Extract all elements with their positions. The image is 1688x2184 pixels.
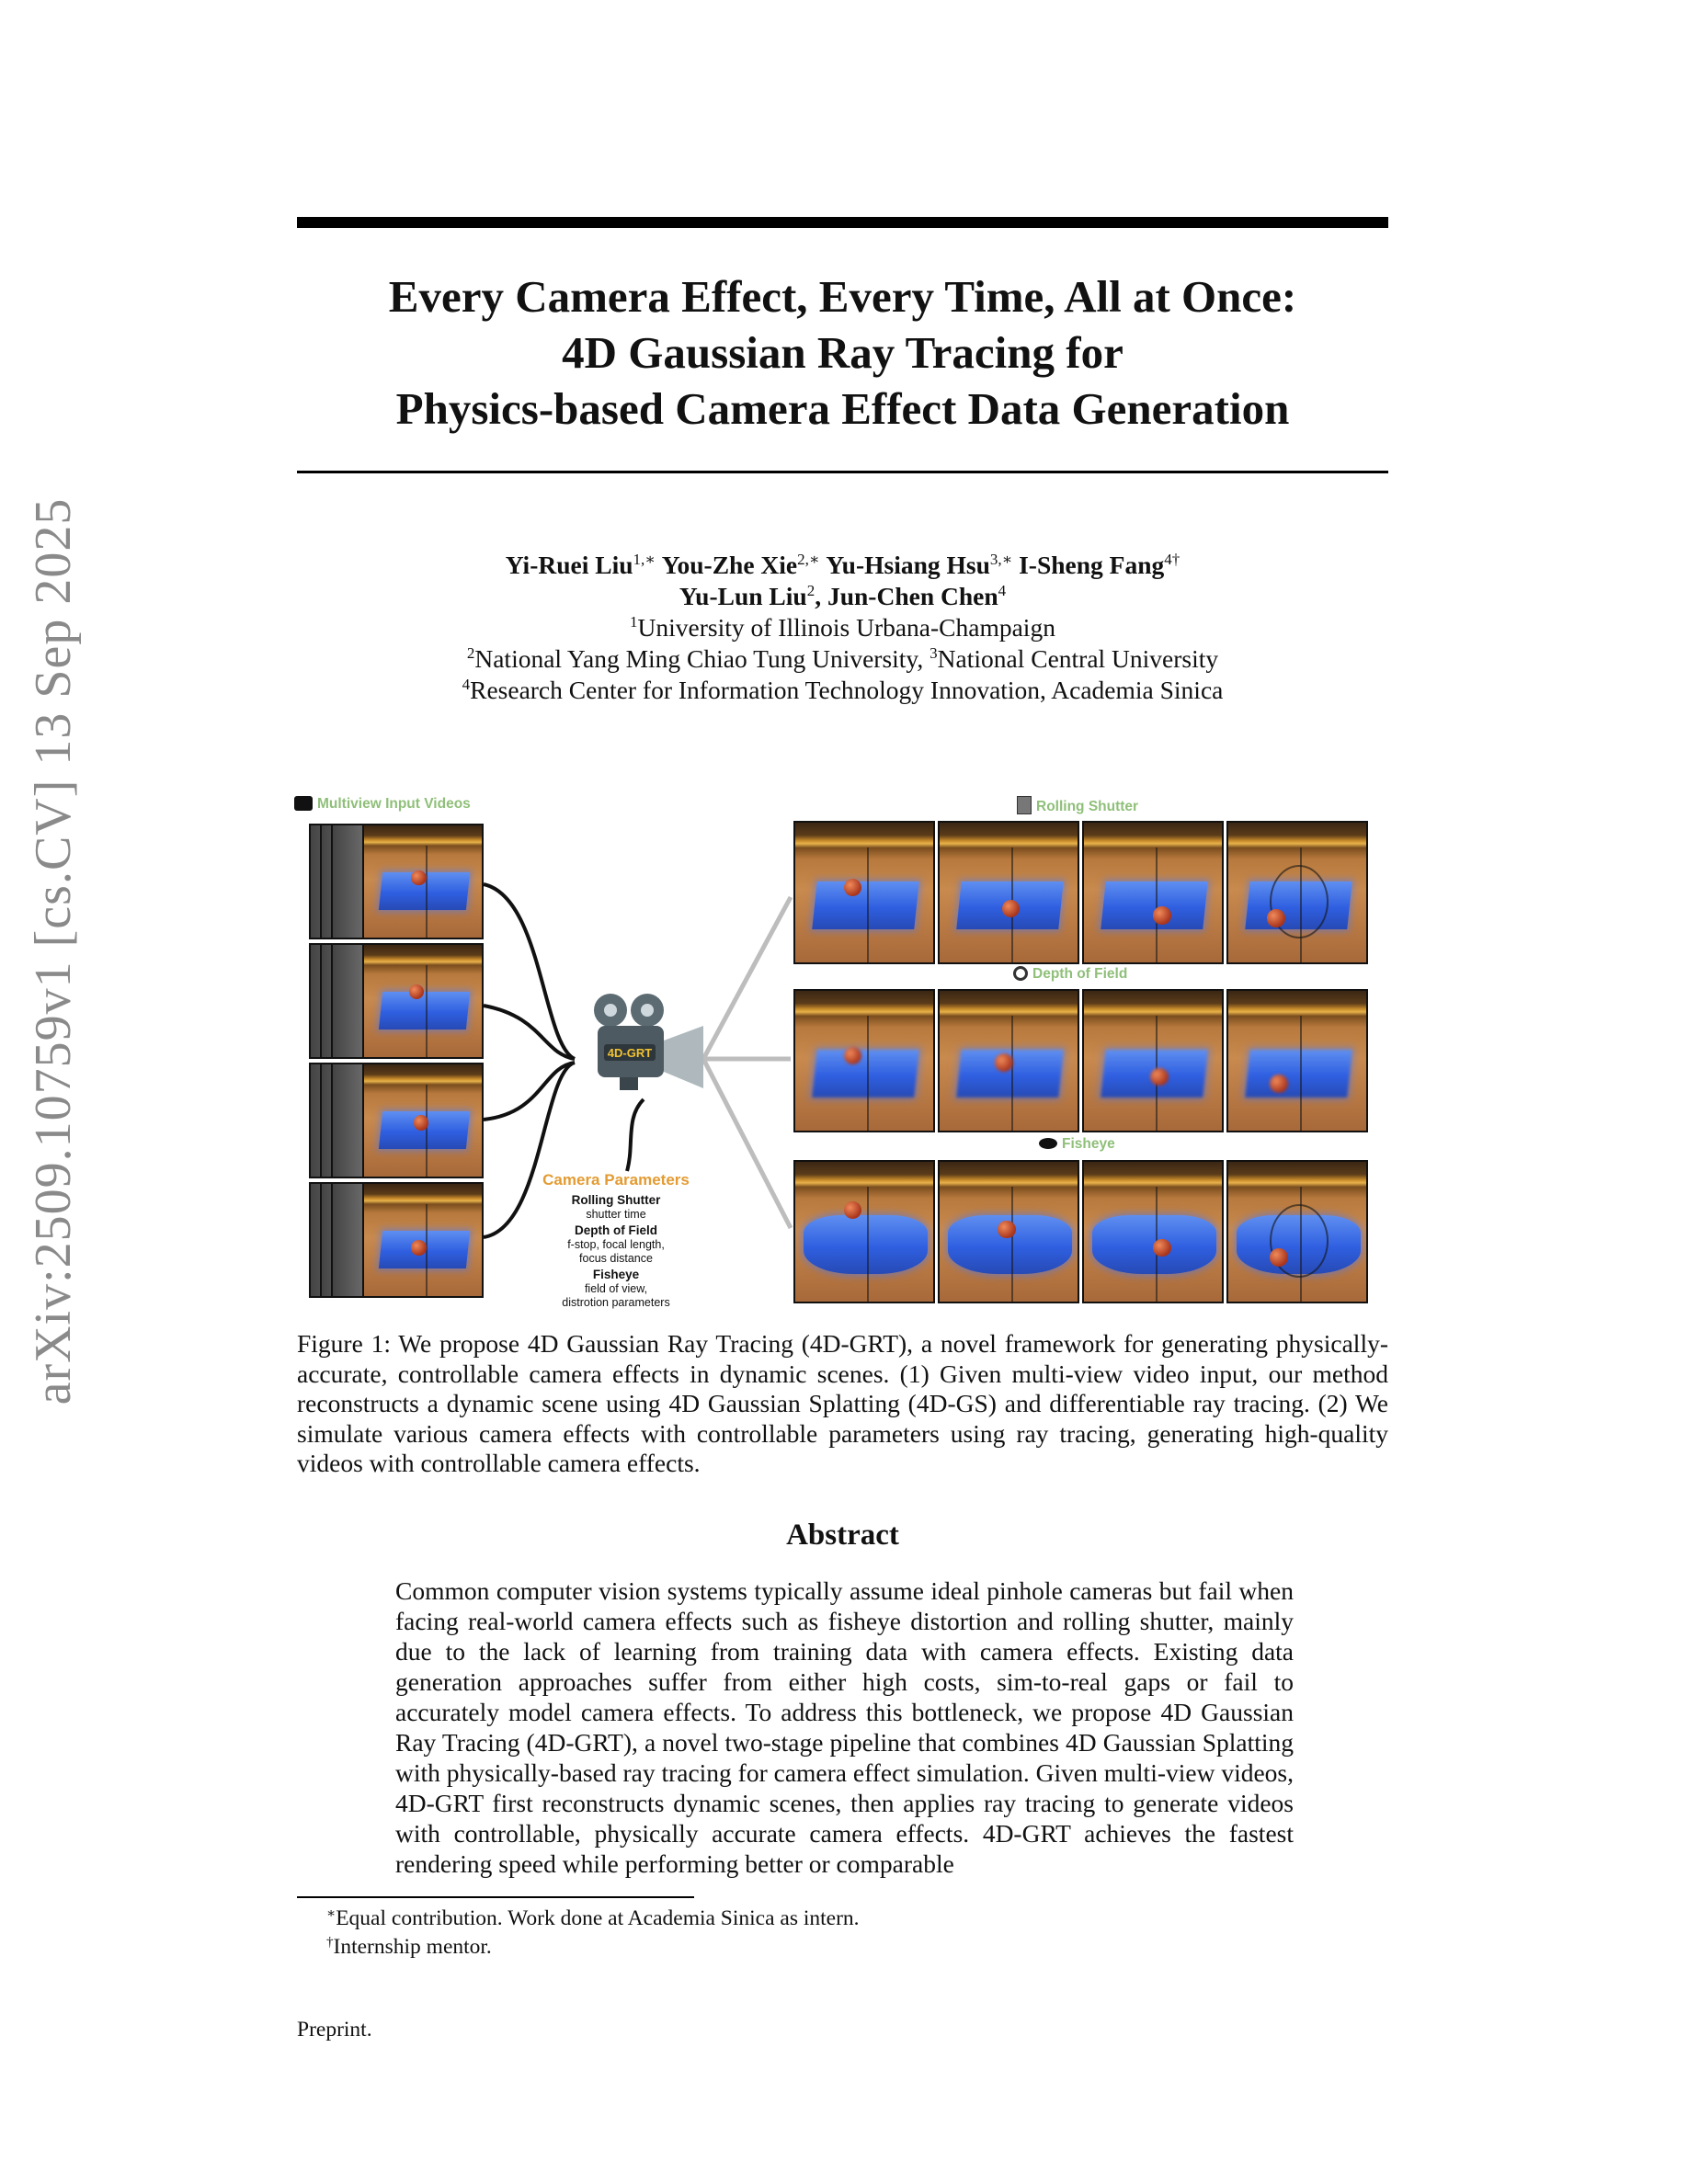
author-sup: 2 xyxy=(806,582,815,599)
paper-title xyxy=(297,268,1388,437)
affiliation-line: $^4$Research Center for Information Technology Innovation, Academia Sinica xyxy=(462,676,1224,704)
input-frame xyxy=(362,824,484,939)
output-frame xyxy=(793,1160,935,1303)
affiliation-line: $^1$University of Illinois Urbana-Champaign xyxy=(630,613,1055,642)
input-frame xyxy=(362,943,484,1059)
output-frame xyxy=(938,1160,1079,1303)
author-sup: 4 xyxy=(998,582,1007,599)
figure-1 xyxy=(294,796,1390,1325)
output-frame xyxy=(938,821,1079,964)
camera-photo-icon xyxy=(294,796,313,811)
param-key: Fisheye xyxy=(592,1268,640,1281)
figure-caption: Figure 1: We propose 4D Gaussian Ray Tracing (4D-GRT), a novel framework for generating physically-accurate, controllable camera effects in dynamic scenes. (1) Given multi-view video input, our method reconstructs a dynamic scene using 4D Gaussian Splatting (4D-GS) and differentiable ray tracing. (2) We simulate various camera effects with controllable parameters using ray tracing, generating high-quality videos with controllable camera effects. xyxy=(297,1329,1388,1477)
author-name: I-Sheng Fang xyxy=(1019,551,1165,579)
param-value: field of view, xyxy=(584,1282,648,1295)
preprint-label: Preprint. xyxy=(297,2018,372,2042)
author-sup: 4† xyxy=(1164,551,1180,568)
footnote: ∗Equal contribution. Work done at Academia Sinica as intern. xyxy=(326,1906,860,1930)
footnote-rule xyxy=(297,1896,694,1898)
camera-params-heading: Camera Parameters xyxy=(542,1171,690,1189)
rolling-shutter-label: Rolling Shutter xyxy=(1017,796,1138,815)
camera-parameters xyxy=(533,1171,699,1310)
author-line xyxy=(297,550,1388,581)
output-frame xyxy=(793,989,935,1132)
title-line: 4D Gaussian Ray Tracing for xyxy=(562,327,1123,378)
output-frame xyxy=(938,989,1079,1132)
title-line: Physics-based Camera Effect Data Generation xyxy=(395,383,1290,434)
input-frame xyxy=(362,1182,484,1298)
output-frame xyxy=(793,821,935,964)
param-value: distrotion parameters xyxy=(562,1296,670,1309)
aperture-icon xyxy=(1013,966,1028,981)
output-frame xyxy=(1226,821,1368,964)
param-key: Depth of Field xyxy=(575,1223,657,1237)
output-frame xyxy=(1082,821,1224,964)
author-sup: 3,∗ xyxy=(989,551,1013,568)
footnotes xyxy=(326,1905,860,1962)
shutter-icon xyxy=(1017,796,1032,814)
author-block xyxy=(297,550,1388,706)
author-name: Jun-Chen Chen xyxy=(827,582,998,610)
author-line: Yu-Lun Liu$^2$, Jun-Chen Chen$^4$ xyxy=(679,582,1007,610)
author-name: You-Zhe Xie xyxy=(661,551,798,579)
param-value: shutter time xyxy=(586,1208,646,1221)
output-frame xyxy=(1226,989,1368,1132)
author-sup: 2,∗ xyxy=(797,551,820,568)
author-sup: 1,∗ xyxy=(633,551,656,568)
author-name: Yu-Lun Liu xyxy=(679,582,807,610)
param-key: Rolling Shutter xyxy=(571,1193,661,1207)
title-bottom-rule xyxy=(297,471,1388,473)
param-value: f-stop, focal length, xyxy=(567,1238,665,1251)
camera-badge: 4D-GRT xyxy=(607,1046,653,1060)
affiliation-line: $^2$National Yang Ming Chiao Tung University, $^3$National Central University xyxy=(466,644,1219,673)
output-frame xyxy=(1226,1160,1368,1303)
param-value: focus distance xyxy=(579,1252,653,1265)
title-line: Every Camera Effect, Every Time, All at Once: xyxy=(388,271,1297,322)
eye-icon xyxy=(1039,1138,1057,1149)
input-videos-label: Multiview Input Videos xyxy=(294,796,471,813)
author-name: Yi-Ruei Liu xyxy=(505,551,633,579)
abstract-heading: Abstract xyxy=(786,1519,899,1552)
footnote: †Internship mentor. xyxy=(326,1935,492,1959)
fisheye-label: Fisheye xyxy=(1039,1136,1115,1153)
camera-icon xyxy=(594,994,703,1090)
arxiv-stamp: arXiv:2509.10759v1 [cs.CV] 13 Sep 2025 xyxy=(25,497,82,1405)
title-top-rule xyxy=(297,217,1388,228)
output-frame xyxy=(1082,989,1224,1132)
depth-of-field-label: Depth of Field xyxy=(1013,966,1127,983)
author-name: Yu-Hsiang Hsu xyxy=(826,551,990,579)
output-frame xyxy=(1082,1160,1224,1303)
abstract-text: Common computer vision systems typically assume ideal pinhole cameras but fail when facing real-world camera effects such as fisheye distortion and rolling shutter, mainly due to the lack of learning from training data with camera effects. Existing data generation approaches suffer from either high costs, sim-to-real gaps or fail to accurately model camera effects. To address this bottleneck, we propose 4D Gaussian Ray Tracing (4D-GRT), a novel two-stage pipeline that combines 4D Gaussian Splatting with physically-based ray tracing for camera effect simulation. Given multi-view videos, 4D-GRT first reconstructs dynamic scenes, then applies ray tracing to generate videos with controllable, physically accurate camera effects. 4D-GRT achieves the fastest rendering speed while performing better or comparable xyxy=(395,1576,1294,1878)
input-frame xyxy=(362,1063,484,1178)
